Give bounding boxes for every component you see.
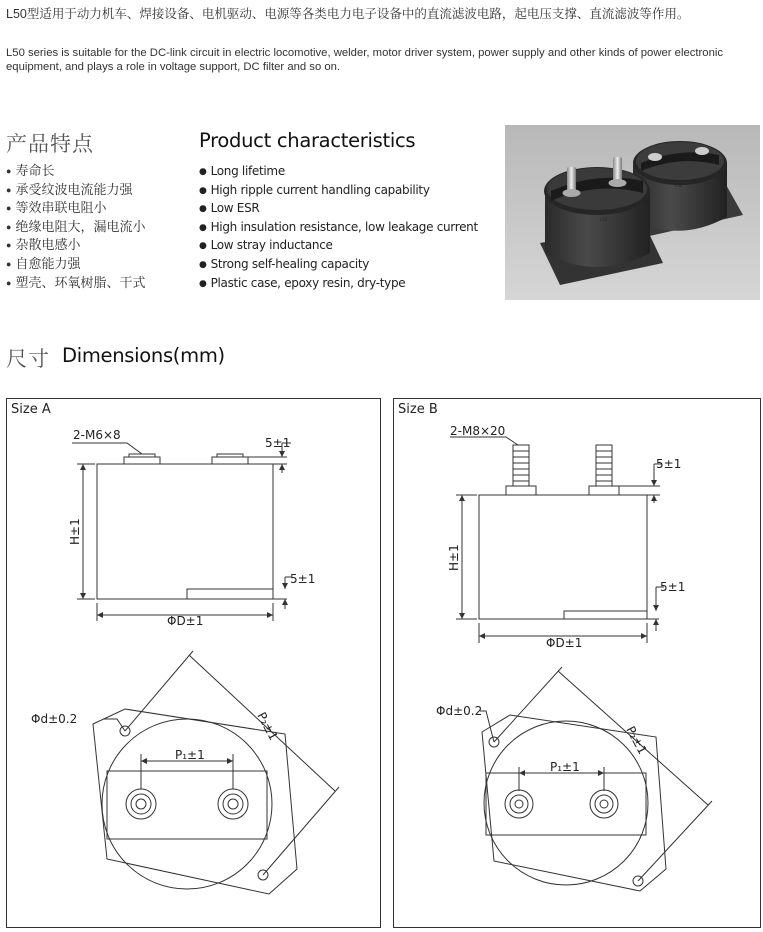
size-b-p2: P₂±1 xyxy=(623,723,650,757)
size-b-top-offset: 5±1 xyxy=(656,457,682,471)
capacitor-label: L50 xyxy=(600,217,608,222)
intro-chinese: L50型适用于动力机车、焊接设备、电机驱动、电源等各类电力电子设备中的直流滤波电路，起电压支撑、直流滤波等作用。 xyxy=(6,7,690,21)
size-a-p2: P₂±1 xyxy=(254,709,281,743)
list-item: ● Low stray inductance xyxy=(199,238,333,253)
size-b-diameter: ΦD±1 xyxy=(546,636,583,650)
size-b-panel xyxy=(393,398,761,928)
dimensions-title-en: Dimensions(mm) xyxy=(62,344,225,367)
size-a-top-offset: 5±1 xyxy=(265,436,291,450)
intro-english: L50 series is suitable for the DC-link circuit in electric locomotive, welder, motor driver system, power supply and other kinds of power electronic equipment, and plays a role in voltage support, DC filter and so on. xyxy=(6,47,724,73)
bullet-icon: ● xyxy=(6,166,12,176)
size-a-p1: P₁±1 xyxy=(175,748,205,762)
bullet-icon: ● xyxy=(199,241,207,252)
list-item: ● Plastic case, epoxy resin, dry-type xyxy=(199,275,406,290)
bullet-icon: ● xyxy=(6,203,12,214)
bullet-icon: ● xyxy=(6,221,12,232)
size-b-thread: 2-M8×20 xyxy=(450,424,506,438)
list-item: ● High ripple current handling capability xyxy=(199,182,430,197)
size-a-diameter: ΦD±1 xyxy=(167,614,204,628)
characteristics-list-cn xyxy=(6,162,145,292)
bullet-icon: ● xyxy=(6,277,12,288)
bullet-icon: ● xyxy=(6,184,12,195)
dimensions-title-cn: 尺寸 xyxy=(6,348,50,371)
size-b-hole: Φd±0.2 xyxy=(436,704,483,718)
capacitor-label: L50 xyxy=(675,183,683,188)
size-b-p1: P₁±1 xyxy=(550,760,580,774)
product-photo xyxy=(505,125,760,300)
bullet-icon: ● xyxy=(199,167,207,177)
characteristics-title-en: Product characteristics xyxy=(199,129,416,152)
list-item: ● 自愈能力强 xyxy=(6,255,81,271)
size-a-drawing xyxy=(7,399,380,927)
size-a-bottom-offset: 5±1 xyxy=(290,572,316,586)
list-item: ● 承受纹波电流能力强 xyxy=(6,181,133,197)
bullet-icon: ● xyxy=(199,259,207,270)
size-a-panel xyxy=(6,398,381,928)
bullet-icon: ● xyxy=(199,185,207,196)
list-item: ● 杂散电感小 xyxy=(6,237,81,253)
list-item: ● 寿命长 xyxy=(6,163,55,178)
list-item: ● 等效串联电阻小 xyxy=(6,200,107,216)
bullet-icon: ● xyxy=(199,278,207,289)
size-a-label: Size A xyxy=(11,402,51,417)
bullet-icon: ● xyxy=(6,258,12,269)
characteristics-title-cn: 产品特点 xyxy=(6,133,94,156)
size-b-height: H±1 xyxy=(447,544,461,571)
list-item: ● Low ESR xyxy=(199,201,260,216)
size-b-bottom-offset: 5±1 xyxy=(660,580,686,594)
size-b-label: Size B xyxy=(398,402,438,417)
size-a-height: H±1 xyxy=(68,518,82,545)
bullet-icon: ● xyxy=(6,240,12,251)
size-a-hole: Φd±0.2 xyxy=(31,712,78,726)
list-item: ● 塑壳、环氧树脂、干式 xyxy=(6,274,146,290)
list-item: ● High insulation resistance, low leakage current xyxy=(199,219,478,234)
characteristics-list-en xyxy=(199,162,478,292)
bullet-icon: ● xyxy=(199,222,207,233)
size-b-drawing xyxy=(394,399,760,927)
size-a-thread: 2-M6×8 xyxy=(73,428,121,442)
list-item: ● Strong self-healing capacity xyxy=(199,256,370,271)
bullet-icon: ● xyxy=(199,204,207,215)
list-item: ● 绝缘电阻大，漏电流小 xyxy=(6,218,146,234)
list-item: ● Long lifetime xyxy=(199,164,285,178)
